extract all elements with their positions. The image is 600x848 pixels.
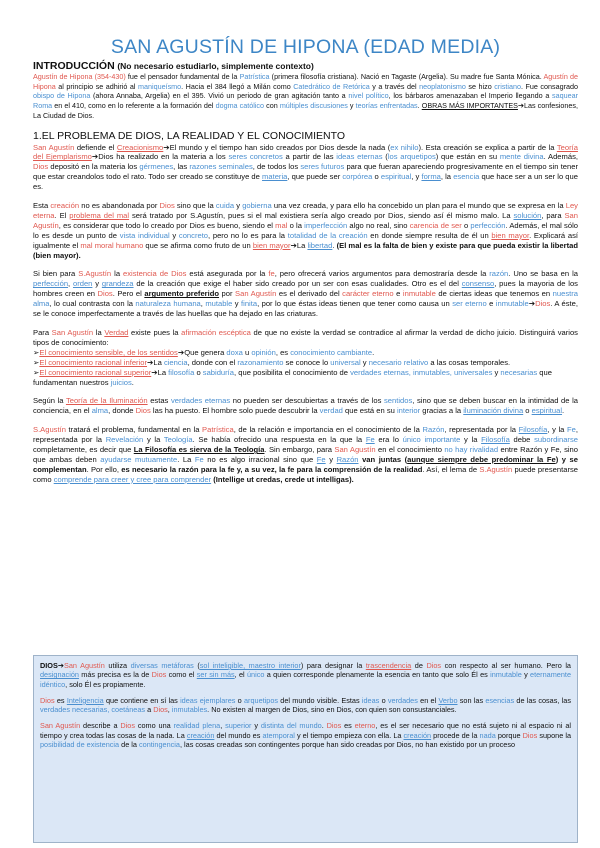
paragraph-fe-y-razon: S.Agustín tratará el problema, fundamental en la Patrística, de la relación e importancia en el conocimiento de la Razón, representada por la Filosofía, y la Fe, representada por la Revelación y la Teología. Se había ofrecido una respuesta en la que la Fe era lo único importante y la Filosofía debe subordinarse completamente, es decir que La Filosofía es sierva de la Teología. Sin embargo, para San Agustín en el conocimiento no hay rivalidad entre Razón y Fe, sino que ambas deben ayudarse mutuamente. La Fe no es algo irracional sino que Fe y Razón van juntas (aunque siempre debe predominar la Fe) y se complementan. Por ello, es necesario la razón para la fe y, a su vez, la fe para la comprensión de la realidad. Así, el lema de S.Agustín puede presentarse como comprende para creer y cree para comprender (Intellige ut credas, crede ut intelligas). [33,425,579,484]
paragraph-existencia-de-dios: Si bien para S.Agustín la existencia de Dios está asegurada por la fe, pero ofrecerá varios argumentos para demostraría desde la razón. Uno se basa en la perfección, orden y grandeza de la creación que exige el haber sido creado por un ser con esas cualidades. Otro es el del consenso, pues la mayoria de los hombres creen en Dios. Pero el argumento preferido por San Agustín es el derivado del carácter eterno e inmutable de ciertas ideas que tenemos en nuestra alma, lo cual contrasta con la naturaleza humana, mutable y finita, por lo que éstas ideas tienen que tener como causa un ser eterno e inmutable➔Dios. A éste, se le conoce imperfectamente a través de las huellas que ha dejado en las criaturas. [33,269,578,319]
intro-paragraph: Agustín de Hipona (354-430) fue el pensador fundamental de la Patrística (primera filosofía cristiana). Nació en Tagaste (Argelia). Su madre fue Santa Mónica. Agustín de Hipona al principio se adhirió al maniqueísmo. Hacia el 384 llegó a Milán como Catedrático de Retórica y a través del neoplatonismo se hizo cristiano. Fue consagrado obispo de Hipona (ahora Annaba, Argelia) en el 395. Vivió un periodo de gran agitación tanto a nivel político, los bárbaros amenazaban el Imperio llegando a saquear Roma en el 410, como en lo referente a la formación del dogma católico con múltiples discusiones y teorías enfrentadas. OBRAS MÁS IMPORTANTES➔Las confesiones, La Ciudad de Dios. [33,72,579,120]
intro-heading-line [33,61,578,72]
list-item: ➢El conocimiento racional superior➔La filosofía o sabiduría, que posibilita el conocimiento de verdades eternas, inmutables, universales y necesarias que fundamentan nuestros juicios. [33,367,552,387]
paragraph-creacionismo: San Agustín defiende el Creacionismo➔El mundo y el tiempo han sido creados por Dios desde la nada (ex nihilo). Esta creación se explica a partir de la Teoría del Ejemplarismo➔Dios ha realizado en la materia a los seres concretos a partir de las ideas eternas (los arquetipos) que están en su mente divina. Además, Dios depositó en la materia los gérmenes, las razones seminales, de todos los seres futuros para que fueran apareciendo progresivamente en el tiempo sin tener que estar creandolos todo el rato. Todo ser creado se constituye de materia, que puede ser corpórea o espiritual, y forma, la esencia que hace ser a un ser lo que es. [33,142,579,192]
knowledge-types-list [33,348,578,388]
paragraph-problema-del-mal: Esta creación no es abandonada por Dios sino que la cuida y gobierna una vez creada, y para ello ha concebido un plan para el mundo que se expresa en la Ley eterna. El problema del mal será tratado por S.Agustín, pues si el mal existiera sería algo creado por Dios, siendo así él mismo malo. La solución, para San Agustín, es considerar que todo lo creado por Dios es bueno, siendo el mal o la imperfección algo no real, sino carencia de ser o perfección. Además, el mal sólo lo es desde un punto de vista individual y concreto, pero no lo es para la totalidad de la creación en donde siempre resulta de él un bien mayor. Explicará así igualmente el mal moral humano que se afirma como fruto de un bien mayor➔La libertad. (El mal es la falta de bien y existe para que pueda existir la libertad (bien mayor). [33,201,578,260]
list-item: ➢El conocimiento sensible, de los sentidos➔Que genera doxa u opinión, es conocimiento cambiante. [33,347,375,357]
intro-heading: INTRODUCCIÓN [33,60,115,72]
intro-section [33,61,578,121]
intro-note: (No necesario estudiarlo, simplemente contexto) [117,61,314,71]
paragraph-iluminacion: Según la Teoría de la Iluminación estas verdades eternas no pueden ser descubiertas a través de los sentidos, sino que se deben buscar en la intimidad de la conciencia, en el alma, donde Dios las ha puesto. El hombre solo puede descubrir la verdad que está en su interior gracias a la iluminación divina o espiritual. [33,396,579,416]
dios-summary-box [33,655,578,843]
page-title: SAN AGUSTÍN DE HIPONA (EDAD MEDIA) [110,36,501,58]
paragraph-verdad: Para San Agustín la Verdad existe pues la afirmación escéptica de que no existe la verdad se contradice al afirmar la verdad de dicho juicio. Distinguirá varios tipos de conocimiento: [33,328,578,347]
list-item: ➢El conocimiento racional inferior➔La ciencia, donde con el razonamiento se conoce lo universal y necesario relativo a las cosas temporales. [33,357,511,367]
box-paragraph: Dios es Inteligencia que contiene en sí las ideas ejemplares o arquetipos del mundo visible. Estas ideas o verdades en el Verbo son las esencias de las cosas, las verdades necesarias, coetáneas a Dios, inmutables. No existen al margen de Dios, sino en Dios, con quien son consustanciales. [40,695,571,715]
box-paragraph: San Agustín describe a Dios como una realidad plena, superior y distinta del mundo. Dios es eterno, es el ser necesario que no está sujeto ni al espacio ni al tiempo y crea todas las cosas de la nada. La creación del mundo es atemporal y el tiempo empieza con ella. La creación procede de la nada porque Dios supone la posibilidad de existencia de la contingencia, las cosas creadas son contingentes porque han sido creadas por Dios, no han existido por un proceso [40,721,572,750]
box-paragraph: DIOS➔San Agustín utiliza diversas metáforas (sol inteligible, maestro interior) para designar la trascendencia de Dios con respecto al ser humano. Pero la designación más precisa es la de Dios como el ser sin más, el único a quien corresponde plenamente la esencia en tanto que solo Él es inmutable y eternamente idéntico, solo Él es propiamente. [40,661,572,689]
section-heading: 1.EL PROBLEMA DE DIOS, LA REALIDAD Y EL CONOCIMIENTO [33,129,345,142]
